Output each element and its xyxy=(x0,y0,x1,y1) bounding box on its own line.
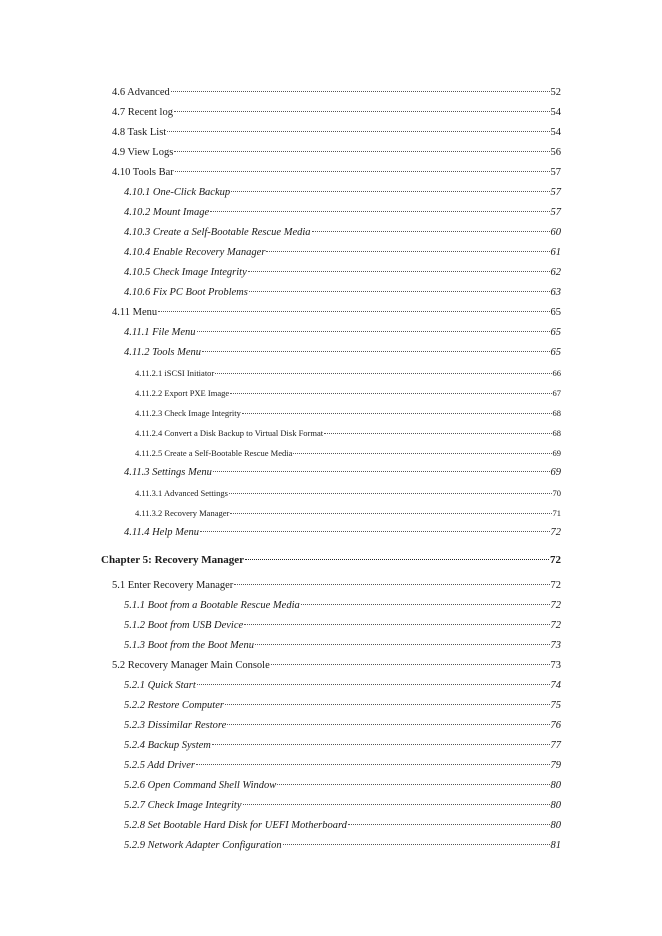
toc-dot-leader xyxy=(245,559,549,560)
toc-page-number: 52 xyxy=(550,87,561,98)
toc-entry[interactable] xyxy=(135,386,561,400)
toc-entry[interactable] xyxy=(112,86,561,100)
toc-entry[interactable] xyxy=(124,286,561,300)
toc-dot-leader xyxy=(167,131,549,132)
toc-page-number: 56 xyxy=(550,147,561,158)
toc-entry-title: 4.6 Advanced xyxy=(112,87,170,98)
toc-entry-title: 4.11.1 File Menu xyxy=(124,327,196,338)
toc-dot-leader xyxy=(229,493,552,494)
toc-entry[interactable] xyxy=(124,739,561,753)
toc-entry[interactable] xyxy=(124,246,561,260)
toc-dot-leader xyxy=(175,171,550,172)
toc-dot-leader xyxy=(283,844,550,845)
toc-entry[interactable] xyxy=(112,306,561,320)
toc-entry-title: 4.11.3 Settings Menu xyxy=(124,467,212,478)
toc-entry[interactable] xyxy=(135,446,561,460)
toc-dot-leader xyxy=(196,764,550,765)
toc-entry-title: 4.11.3.1 Advanced Settings xyxy=(135,488,228,498)
toc-entry[interactable] xyxy=(124,639,561,653)
toc-entry[interactable] xyxy=(124,779,561,793)
toc-entry-title: 5.2.5 Add Driver xyxy=(124,760,195,771)
toc-dot-leader xyxy=(200,531,549,532)
toc-entry[interactable] xyxy=(112,146,561,160)
toc-dot-leader xyxy=(215,373,551,374)
toc-entry-title: 4.10.3 Create a Self-Bootable Rescue Media xyxy=(124,227,311,238)
toc-dot-leader xyxy=(197,684,550,685)
toc-page-number: 61 xyxy=(550,247,561,258)
toc-entry-title: 4.11 Menu xyxy=(112,307,158,318)
toc-dot-leader xyxy=(301,604,550,605)
toc-entry[interactable] xyxy=(124,226,561,240)
toc-entry-title: 4.10.1 One-Click Backup xyxy=(124,187,231,198)
toc-entry[interactable] xyxy=(124,819,561,833)
toc-entry[interactable] xyxy=(124,346,561,360)
toc-page-number: 79 xyxy=(550,760,561,771)
toc-entry[interactable] xyxy=(124,186,561,200)
toc-entry[interactable] xyxy=(112,126,561,140)
toc-entry-title: 4.11.2.4 Convert a Disk Backup to Virtual Disk Format xyxy=(135,428,324,438)
toc-entry-title: 4.10.2 Mount Image xyxy=(124,207,210,218)
toc-dot-leader xyxy=(158,311,549,312)
toc-page-number: 57 xyxy=(550,187,561,198)
toc-entry[interactable] xyxy=(112,659,561,673)
toc-entry-title: 4.11.2.5 Create a Self-Bootable Rescue Media xyxy=(135,448,293,458)
toc-entry-title: 5.1.3 Boot from the Boot Menu xyxy=(124,640,254,651)
toc-entry-title: 4.11.2.1 iSCSI Initiator xyxy=(135,368,215,378)
toc-entry-title: 5.1.2 Boot from USB Device xyxy=(124,620,244,631)
toc-page-number: 68 xyxy=(552,408,561,418)
toc-page-number: 76 xyxy=(550,720,561,731)
toc-dot-leader xyxy=(174,151,549,152)
toc-page-number: 69 xyxy=(552,448,561,458)
toc-entry[interactable] xyxy=(124,699,561,713)
toc-entry-title: 4.11.2.3 Check Image Integrity xyxy=(135,408,241,418)
toc-entry[interactable] xyxy=(124,326,561,340)
toc-entry-title: 5.2.6 Open Command Shell Window xyxy=(124,780,277,791)
toc-page-number: 65 xyxy=(550,307,561,318)
toc-dot-leader xyxy=(171,91,550,92)
toc-dot-leader xyxy=(225,704,550,705)
toc-dot-leader xyxy=(277,784,549,785)
toc-page-number: 57 xyxy=(550,207,561,218)
toc-page-number: 72 xyxy=(550,600,561,611)
toc-dot-leader xyxy=(174,111,550,112)
toc-dot-leader xyxy=(244,624,549,625)
toc-dot-leader xyxy=(255,644,550,645)
toc-entry-title: 5.2.7 Check Image Integrity xyxy=(124,800,242,811)
toc-entry[interactable] xyxy=(124,466,561,480)
toc-entry[interactable] xyxy=(124,206,561,220)
toc-dot-leader xyxy=(234,584,549,585)
toc-entry[interactable] xyxy=(135,426,561,440)
toc-chapter-heading[interactable] xyxy=(101,553,561,567)
toc-dot-leader xyxy=(266,251,549,252)
toc-dot-leader xyxy=(271,664,550,665)
toc-dot-leader xyxy=(348,824,550,825)
toc-entry[interactable] xyxy=(124,799,561,813)
toc-entry[interactable] xyxy=(135,486,561,500)
toc-dot-leader xyxy=(227,724,549,725)
toc-dot-leader xyxy=(230,513,551,514)
toc-entry[interactable] xyxy=(124,679,561,693)
toc-entry-title: 4.11.4 Help Menu xyxy=(124,527,200,538)
toc-entry-title: Chapter 5: Recovery Manager xyxy=(101,554,245,566)
toc-dot-leader xyxy=(213,471,550,472)
toc-entry-title: 4.10.5 Check Image Integrity xyxy=(124,267,247,278)
toc-dot-leader xyxy=(202,351,549,352)
toc-entry-title: 5.2.2 Restore Computer xyxy=(124,700,224,711)
toc-page-number: 71 xyxy=(552,508,561,518)
toc-dot-leader xyxy=(230,393,551,394)
toc-entry[interactable] xyxy=(135,366,561,380)
toc-page-number: 72 xyxy=(550,620,561,631)
toc-entry-title: 4.9 View Logs xyxy=(112,147,174,158)
toc-page-number: 75 xyxy=(550,700,561,711)
toc-page-number: 70 xyxy=(552,488,561,498)
toc-dot-leader xyxy=(312,231,550,232)
toc-dot-leader xyxy=(248,271,550,272)
toc-entry-title: 5.1 Enter Recovery Manager xyxy=(112,580,234,591)
toc-entry-title: 4.8 Task List xyxy=(112,127,167,138)
toc-dot-leader xyxy=(231,191,549,192)
toc-entry-title: 4.11.3.2 Recovery Manager xyxy=(135,508,230,518)
toc-entry-title: 4.10.6 Fix PC Boot Problems xyxy=(124,287,248,298)
toc-entry[interactable] xyxy=(124,719,561,733)
toc-page-number: 80 xyxy=(550,820,561,831)
toc-page-number: 67 xyxy=(552,388,561,398)
toc-entry-title: 4.10.4 Enable Recovery Manager xyxy=(124,247,266,258)
toc-dot-leader xyxy=(293,453,551,454)
toc-entry-title: 5.2 Recovery Manager Main Console xyxy=(112,660,270,671)
toc-entry[interactable] xyxy=(112,579,561,593)
toc-dot-leader xyxy=(197,331,550,332)
toc-entry[interactable] xyxy=(124,266,561,280)
toc-page-number: 65 xyxy=(550,327,561,338)
toc-page-number: 60 xyxy=(550,227,561,238)
toc-page-number: 57 xyxy=(550,167,561,178)
toc-entry-title: 5.2.9 Network Adapter Configuration xyxy=(124,840,282,851)
toc-entry[interactable] xyxy=(124,619,561,633)
toc-dot-leader xyxy=(324,433,551,434)
toc-entry[interactable] xyxy=(112,166,561,180)
toc-page-number: 74 xyxy=(550,680,561,691)
toc-page-number: 81 xyxy=(550,840,561,851)
toc-dot-leader xyxy=(243,804,550,805)
toc-entry[interactable] xyxy=(124,759,561,773)
toc-dot-leader xyxy=(210,211,549,212)
toc-entry[interactable] xyxy=(124,839,561,853)
toc-dot-leader xyxy=(242,413,552,414)
toc-dot-leader xyxy=(212,744,550,745)
toc-page-number: 65 xyxy=(550,347,561,358)
toc-page-number: 69 xyxy=(550,467,561,478)
toc-page-number: 80 xyxy=(550,800,561,811)
toc-page-number: 73 xyxy=(550,640,561,651)
toc-entry-title: 5.2.8 Set Bootable Hard Disk for UEFI Motherboard xyxy=(124,820,347,831)
toc-page-number: 62 xyxy=(550,267,561,278)
toc-entry[interactable] xyxy=(124,599,561,613)
toc-page-number: 73 xyxy=(550,660,561,671)
toc-entry[interactable] xyxy=(112,106,561,120)
toc-entry-title: 5.2.4 Backup System xyxy=(124,740,211,751)
toc-page-number: 72 xyxy=(550,554,561,566)
toc-entry-title: 4.10 Tools Bar xyxy=(112,167,174,178)
toc-page-number: 54 xyxy=(550,127,561,138)
toc-entry-title: 4.7 Recent log xyxy=(112,107,173,118)
toc-page-number: 72 xyxy=(550,527,561,538)
toc-page-number: 68 xyxy=(552,428,561,438)
toc-page-number: 63 xyxy=(550,287,561,298)
toc-entry[interactable] xyxy=(135,406,561,420)
toc-entry-title: 5.1.1 Boot from a Bootable Rescue Media xyxy=(124,600,300,611)
toc-dot-leader xyxy=(249,291,550,292)
toc-page-number: 66 xyxy=(552,368,561,378)
toc-page-number: 80 xyxy=(550,780,561,791)
toc-page-number: 77 xyxy=(550,740,561,751)
toc-entry[interactable] xyxy=(135,506,561,520)
toc-entry[interactable] xyxy=(124,526,561,540)
toc-entry-title: 4.11.2 Tools Menu xyxy=(124,347,202,358)
toc-entry-title: 5.2.3 Dissimilar Restore xyxy=(124,720,227,731)
toc-page-number: 54 xyxy=(550,107,561,118)
toc-entry-title: 5.2.1 Quick Start xyxy=(124,680,196,691)
toc-entry-title: 4.11.2.2 Export PXE Image xyxy=(135,388,230,398)
toc-page-number: 72 xyxy=(550,580,561,591)
